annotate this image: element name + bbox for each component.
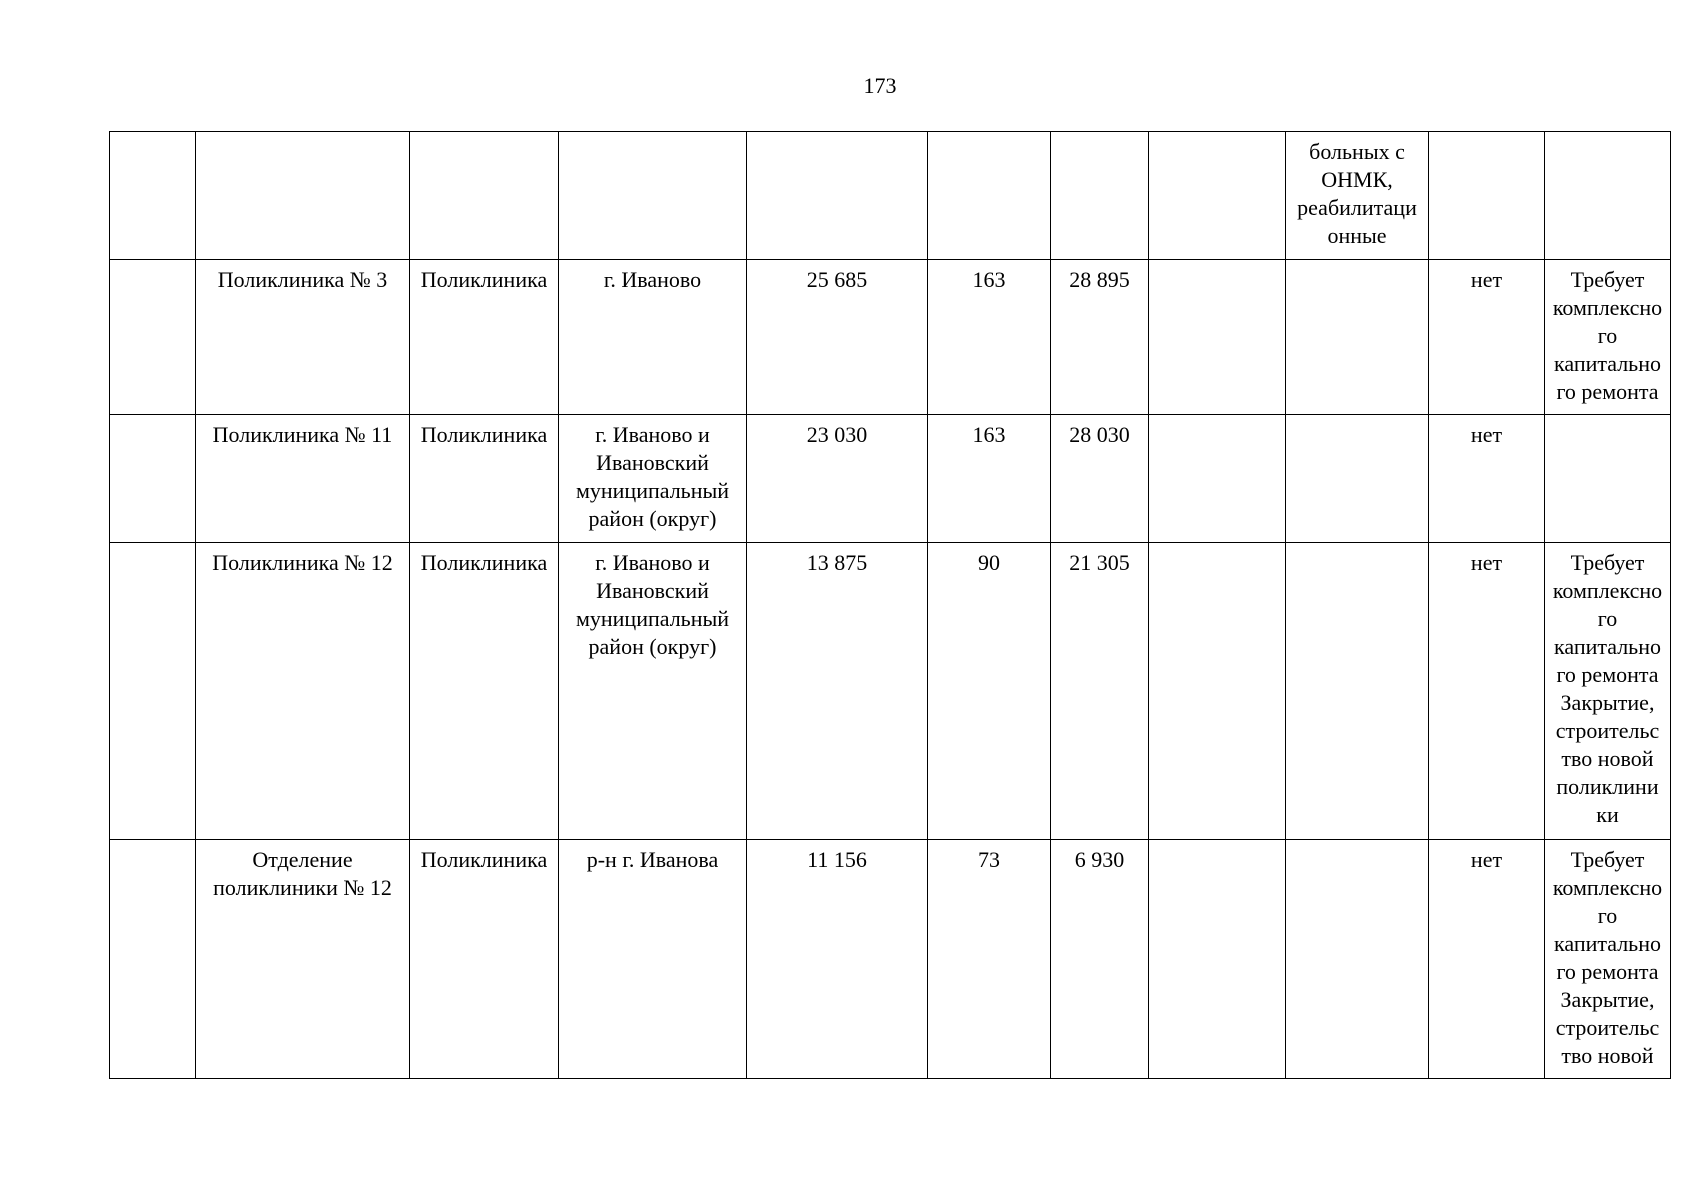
cell-capacity: 163 (928, 260, 1051, 415)
table-row (110, 543, 1671, 840)
table-row (110, 415, 1671, 543)
cell-col8 (1149, 543, 1286, 840)
cell-area: р-н г. Иванова (559, 840, 747, 1079)
cell-name (196, 132, 410, 260)
facilities-table (109, 131, 1671, 1079)
cell-flag: нет (1429, 260, 1545, 415)
cell-col8 (1149, 415, 1286, 543)
cell-area: г. Иваново и Ивановский муниципальный район (округ) (559, 415, 747, 543)
cell-num (110, 840, 196, 1079)
cell-num (110, 132, 196, 260)
cell-area (559, 132, 747, 260)
cell-profile (1286, 543, 1429, 840)
table-row (110, 260, 1671, 415)
cell-profile (1286, 840, 1429, 1079)
table-row (110, 132, 1671, 260)
cell-note: Требует комплексно го капитально го ремонта Закрытие, строительс тво новой (1545, 840, 1671, 1079)
cell-population: 23 030 (747, 415, 928, 543)
cell-note: Требует комплексно го капитально го ремонта (1545, 260, 1671, 415)
cell-capacity: 73 (928, 840, 1051, 1079)
cell-visits (1051, 132, 1149, 260)
cell-visits: 28 895 (1051, 260, 1149, 415)
cell-population: 11 156 (747, 840, 928, 1079)
cell-col8 (1149, 132, 1286, 260)
cell-flag: нет (1429, 415, 1545, 543)
cell-flag: нет (1429, 543, 1545, 840)
page-number: 173 (863, 73, 897, 98)
cell-flag: нет (1429, 840, 1545, 1079)
cell-note (1545, 132, 1671, 260)
cell-name: Поликлиника № 3 (196, 260, 410, 415)
table-row (110, 840, 1671, 1079)
cell-area: г. Иваново (559, 260, 747, 415)
cell-name: Поликлиника № 11 (196, 415, 410, 543)
cell-type: Поликлиника (410, 543, 559, 840)
cell-num (110, 260, 196, 415)
cell-num (110, 415, 196, 543)
cell-population: 13 875 (747, 543, 928, 840)
cell-capacity (928, 132, 1051, 260)
cell-population (747, 132, 928, 260)
cell-area: г. Иваново и Ивановский муниципальный район (округ) (559, 543, 747, 840)
cell-num (110, 543, 196, 840)
cell-profile: больных с ОНМК, реабилитаци онные (1286, 132, 1429, 260)
cell-visits: 6 930 (1051, 840, 1149, 1079)
cell-population: 25 685 (747, 260, 928, 415)
cell-visits: 28 030 (1051, 415, 1149, 543)
cell-type: Поликлиника (410, 260, 559, 415)
cell-type: Поликлиника (410, 840, 559, 1079)
cell-type (410, 132, 559, 260)
cell-col8 (1149, 840, 1286, 1079)
cell-capacity: 163 (928, 415, 1051, 543)
cell-capacity: 90 (928, 543, 1051, 840)
cell-note: Требует комплексно го капитально го ремонта Закрытие, строительс тво новой поликлини ки (1545, 543, 1671, 840)
cell-flag (1429, 132, 1545, 260)
cell-name: Отделение поликлиники № 12 (196, 840, 410, 1079)
cell-profile (1286, 415, 1429, 543)
cell-name: Поликлиника № 12 (196, 543, 410, 840)
cell-type: Поликлиника (410, 415, 559, 543)
cell-note (1545, 415, 1671, 543)
cell-visits: 21 305 (1051, 543, 1149, 840)
cell-profile (1286, 260, 1429, 415)
cell-col8 (1149, 260, 1286, 415)
